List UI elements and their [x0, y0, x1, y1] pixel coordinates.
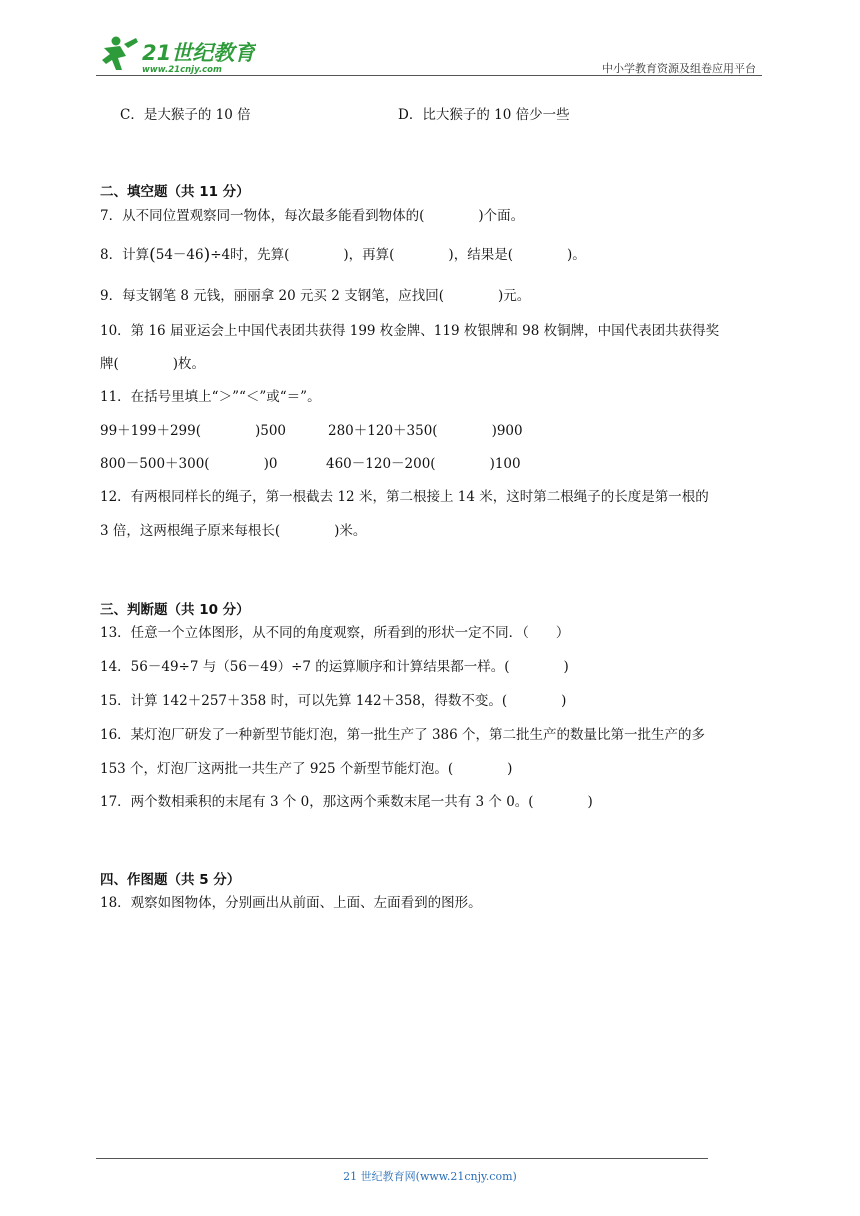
- section-4-title: 四、作图题（共 5 分）: [100, 872, 241, 888]
- question-18: 18．观察如图物体，分别画出从前面、上面、左面看到的图形。: [100, 895, 482, 911]
- question-8-expression: 54－46: [155, 247, 204, 263]
- question-9: 9．每支钢笔 8 元钱，丽丽拿 20 元买 2 支钢笔，应找回( )元。: [100, 288, 531, 304]
- option-d: D．比大猴子的 10 倍少一些: [398, 107, 570, 123]
- question-8-prefix: 8．计算: [100, 247, 150, 263]
- logo-url: www.21cnjy.com: [142, 65, 222, 75]
- platform-name: 中小学教育资源及组卷应用平台: [602, 62, 756, 75]
- question-7: 7．从不同位置观察同一物体，每次最多能看到物体的( )个面。: [100, 208, 525, 224]
- section-2-title: 二、填空题（共 11 分）: [100, 184, 250, 200]
- question-11-c: 800－500＋300( )0: [100, 456, 278, 472]
- question-11-d: 460－120－200( )100: [326, 456, 521, 472]
- question-8-suffix: ÷4时，先算( )，再算( )，结果是( )。: [210, 247, 586, 263]
- question-12-line-2: 3 倍，这两根绳子原来每根长( )米。: [100, 523, 367, 539]
- question-10-line-2: 牌( )枚。: [100, 356, 206, 372]
- question-10-line-1: 10．第 16 届亚运会上中国代表团共获得 199 枚金牌、119 枚银牌和 98 枚铜牌，中国代表团共获得奖: [100, 323, 720, 339]
- site-logo: [96, 34, 256, 76]
- question-11-a: 99＋199＋299( )500: [100, 423, 287, 439]
- header-divider: [96, 75, 762, 76]
- question-11-b: 280＋120＋350( )900: [328, 423, 523, 439]
- footer-text: 21 世纪教育网(www.21cnjy.com): [343, 1170, 517, 1183]
- paren-right: ): [203, 245, 211, 265]
- question-16-line-2: 153 个，灯泡厂这两批一共生产了 925 个新型节能灯泡。( ): [100, 761, 513, 777]
- section-3-title: 三、判断题（共 10 分）: [100, 602, 250, 618]
- question-13: 13．任意一个立体图形，从不同的角度观察，所看到的形状一定不同．（ ）: [100, 625, 570, 641]
- question-17: 17．两个数相乘积的末尾有 3 个 0，那这两个乘数末尾一共有 3 个 0。( ): [100, 794, 593, 810]
- option-c: C．是大猴子的 10 倍: [120, 107, 251, 123]
- question-8: [100, 246, 586, 264]
- footer-divider: [96, 1158, 708, 1159]
- question-16-line-1: 16．某灯泡厂研发了一种新型节能灯泡，第一批生产了 386 个，第二批生产的数量比第一批生产的多: [100, 727, 706, 743]
- paren-left: (: [149, 245, 156, 265]
- question-11: 11．在括号里填上“＞”“＜”或“＝”。: [100, 389, 321, 405]
- logo-text: 21世纪教育: [142, 41, 256, 65]
- question-14: 14．56－49÷7 与（56－49）÷7 的运算顺序和计算结果都一样。( ): [100, 659, 569, 675]
- question-15: 15．计算 142＋257＋358 时，可以先算 142＋358，得数不变。( ): [100, 693, 567, 709]
- question-12-line-1: 12．有两根同样长的绳子，第一根截去 12 米，第二根接上 14 米，这时第二根绳子的长度是第一根的: [100, 489, 709, 505]
